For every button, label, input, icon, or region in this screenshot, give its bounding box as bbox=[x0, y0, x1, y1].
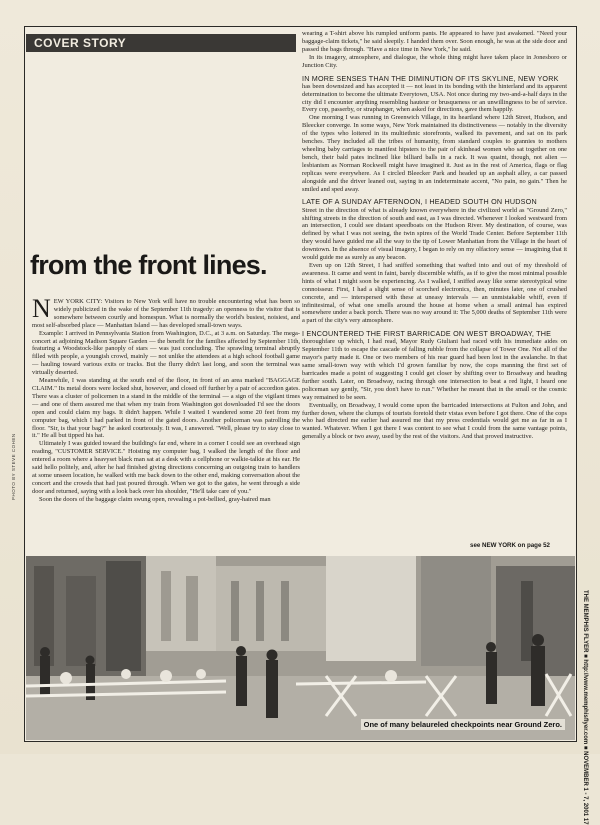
photo-credit: PHOTO BY STEVE COHEN bbox=[11, 433, 16, 500]
section-tab: COVER STORY bbox=[26, 34, 296, 52]
right-column bbox=[302, 30, 567, 550]
lead-paragraph bbox=[32, 298, 300, 330]
checkpoint-photo bbox=[26, 556, 575, 740]
body-paragraph: thoroughfare up which, I had read, Mayor Rudy Giuliani had raced with his immediate aides on September 11th to escape the cascade of falling rubble from the collapse of Tower One. Not all of the mayor's party made it. One or two members of his rear guard had been lost in the avalanche. In that same small-town way with which I'd grown familiar by now, the cops manning the first set of barricades made a point of suggesting I could get closer by shifting over to Broadway and heading further south. Later, on Broadway, racing through one intersection to beat a red light, I heard one policeman say gently, "Sir, you don't have to run." Whether he meant that in the small or the cosmic way remained to be seen. bbox=[302, 338, 567, 401]
lead-paragraph-text: EW YORK CITY: Visitors to New York will have no trouble encountering what has been so widely publicized in the wake of the September 11th tragedy: an openness to the visitor that is somewhere between courtly and homespun. What is normally the world's busiest, noisiest, and most self-absorbed place — Manhattan Island — has developed small-town ways. bbox=[32, 298, 300, 329]
drop-cap: N bbox=[32, 298, 51, 323]
photo-caption: One of many belaureled checkpoints near Ground Zero. bbox=[361, 719, 565, 730]
body-paragraph: has been downsized and has accepted it — not least in its bonding with the hinterland and its apparent determination to become the ultimate Everytown, USA. Not once during my two-and-a-half days in the city did I encounter anything resembling hauteur or brusqueness or an unwillingness to be of service. Every cop, passerby, or straphanger, when asked for directions, gave them happily. bbox=[302, 82, 567, 114]
body-paragraph: wearing a T-shirt above his rumpled uniform pants. He appeared to have just awakened. "Need your baggage-claim tickets," he said sleepily. I handed them over. Soon enough, he was at the side door and passed the bags through. "Have a nice time in New York," he said. bbox=[302, 30, 567, 53]
body-paragraph: Eventually, on Broadway, I would come upon the barricaded intersections at Fulton and John, and further down, where the clumps of tourists foretold their vistas even before I got there. One of the cops who had directed me earlier had assured me that my press credentials would get me as far in as I wanted. Whatever. When I got there I was content to see what I could from the same vantage points, generally a block or two away, used by the rest of the visitors. And that proved instructive. bbox=[302, 401, 567, 441]
lead-paragraph: Soon the doors of the baggage claim swung open, revealing a pot-bellied, gray-haired man bbox=[39, 495, 271, 503]
body-paragraph: One morning I was running in Greenwich Village, in its heartland where 12th Street, Hudson, and Bleecker converge. In some ways, New York maintained its distinctiveness — notably in the diversity of the types who loitered in its multiethnic storefronts, walked its pavement, and sat on its park benches. They included all the tribes of humanity, from standard couples to grannies to mothers wheeling baby carriages to manifest hipsters to the pair of skinhead women who sat together on one bench, their bald pates inclined like billiard balls in a rack. It was quaint, though, not alien — lesbianism as Norman Rockwell might have imagined it. Just as in the rest of America, flags or flag replicas were everywhere. As I circled Bleecker Park and headed up an asphalt alley, a car passed alongside and the driver leaned out, saying in an indeterminate accent, "No pain, no gain." Then he smiled and sped away. bbox=[302, 114, 567, 193]
body-paragraph: Even up on 12th Street, I had sniffed something that wafted into and out of my threshold of awareness. It came and went in faint, barely discernible whiffs, as if to give the most minimal possible hints of what I might soon be experiencing. As I walked, I sniffed away like some stereotypical wine connoisseur. First, I had a slight sense of scorched electronics, then, minutes later, one of crushed concrete, and — interspersed with these at uneasy intervals — an unmistakable whiff, even if infinitesimal, of what one smells around the house at home when a small animal has expired somewhere under a back porch. There was no way around it: The 5,000 deaths of September 11th were a part of the city's very atmosphere. bbox=[302, 261, 567, 325]
section-lead-in: LATE OF A SUNDAY AFTERNOON, I HEADED SOUTH ON HUDSON bbox=[302, 197, 537, 207]
section-lead-in: IN MORE SENSES THAN THE DIMINUTION OF ITS SKYLINE, NEW YORK bbox=[302, 73, 559, 83]
section-lead-in: I ENCOUNTERED THE FIRST BARRICADE ON WEST BROADWAY, THE bbox=[302, 329, 552, 339]
lead-paragraph: Example: I arrived in Pennsylvania Station from Washington, D.C., at 3 a.m. on Saturday. The mega-concert at adjoining Madison Square Garden — the benefit for the families affected by September 11th, featuring a Woodstock-like panoply of stars — was just concluding. The sprawling terminal abruptly filled with people, a youngish crowd, mainly — not unlike the attendees at a high school football game — hauling toward various exits or tracks. But the flurry didn't last long, and soon the terminal was virtually deserted. bbox=[32, 329, 300, 377]
lead-paragraph: Meanwhile, I was standing at the south end of the floor, in front of an area marked "BAGGAGE CLAIM." Its metal doors were locked shut, however, and closed off further by a pair of accordion gates. There was a cluster of policemen in a stand in the middle of the terminal — a sign of the vigilant times — and one of them assured me that when my train from Washington got downloaded I'd see the doors open and could claim my bags. It didn't happen. While I waited I wandered some 20 feet from my computer bag, which I had parked in front of the gated doors. Another policeman was patrolling the floor. "Sir, is that your bag?" he asked courteously. It was, I answered. "Well, please try to stay close to it." He all but tipped his hat. bbox=[32, 377, 300, 440]
jump-line: see NEW YORK on page 52 bbox=[470, 542, 551, 549]
folio-line: THE MEMPHIS FLYER ■ http://www.memphisflyer.com ■ NOVEMBER 1 - 7, 2001 17 bbox=[582, 590, 588, 825]
lead-column bbox=[32, 298, 300, 504]
lead-paragraph: Ultimately I was guided toward the building's far end, where in a corner I could see an overhead sign reading, "CUSTOMER SERVICE." Hoisting my computer bag, I walked the length of the floor and entered a room where a heavyset black man sat at a desk with a cellphone or walkie-talkie at his ear. He said hello politely, and, after he had finished giving directions concerning an outgoing train to handlers at some unseen location, he walked with me back down to the other end, making conversation about the concert and the crowds that had just poured through. When we got to the gates, he went through a side door and returned, saying with a look back over his shoulder, "He'll take care of you." bbox=[32, 440, 300, 495]
photo-illustration bbox=[26, 556, 575, 740]
headline: from the front lines. bbox=[30, 250, 267, 280]
body-paragraph: In its imagery, atmosphere, and dialogue, the whole thing might have taken place in Jonesboro or Junction City. bbox=[302, 53, 567, 69]
body-paragraph: Street in the direction of what is already known everywhere in the civilized world as "Ground Zero," shifting streets in the direction of south and east, as I was directed. Whenever I looked westward from an intersection, I could see distant speedboats on the Hudson River. My destination, of course, was defined by what I was not seeing, the twin spires of the World Trade Center. Before September 11th they would have guided me all the way to the tip of Lower Manhattan from the Village in the heart of downtown. In the absence of visual imagery, I began to rely on my olfactory sense — imagining that it would guide me as surely as any beacon. bbox=[302, 206, 567, 262]
